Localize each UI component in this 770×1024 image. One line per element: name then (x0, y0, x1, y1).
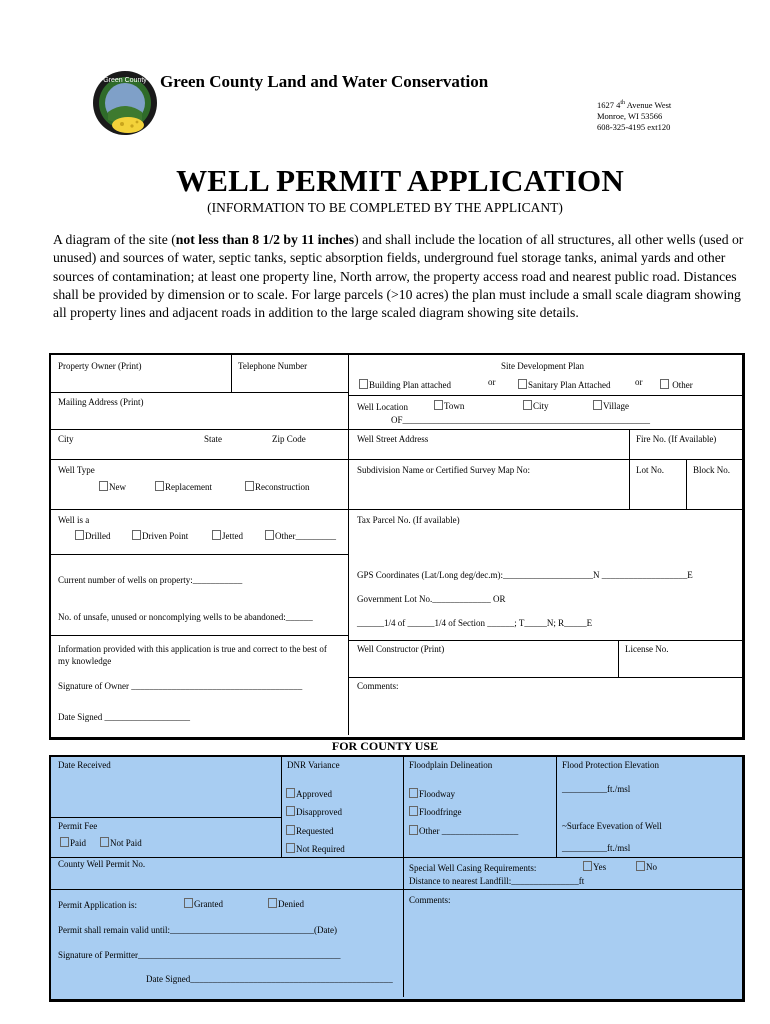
replacement-checkbox[interactable]: Replacement (155, 481, 212, 492)
county-seal-logo (92, 70, 158, 136)
checkbox-icon (184, 898, 193, 908)
current-wells-field[interactable]: Current number of wells on property:___________ (58, 575, 243, 585)
yes-checkbox[interactable]: Yes (583, 861, 606, 872)
sanitary-plan-checkbox[interactable]: Sanitary Plan Attached (518, 379, 610, 390)
permitter-signature-field[interactable]: Signature of Permitter_____________________________________________ (58, 950, 341, 960)
checkbox-icon (212, 530, 221, 540)
checkbox-icon (75, 530, 84, 540)
tax-parcel-field[interactable]: Tax Parcel No. (If available) (357, 515, 460, 525)
checkbox-icon (245, 481, 254, 491)
checkbox-icon (583, 861, 592, 871)
site-dev-plan-label: Site Development Plan (501, 361, 584, 371)
checkbox-icon (155, 481, 164, 491)
disapproved-checkbox[interactable]: Disapproved (286, 806, 342, 817)
checkbox-icon (286, 825, 295, 835)
or-label: or (488, 377, 496, 387)
floodfringe-checkbox[interactable]: Floodfringe (409, 806, 462, 817)
checkbox-icon (132, 530, 141, 540)
town-checkbox[interactable]: Town (434, 400, 464, 411)
city-checkbox[interactable]: City (523, 400, 549, 411)
floodplain-label: Floodplain Delineation (409, 760, 493, 770)
checkbox-icon (100, 837, 109, 847)
page-subtitle: (INFORMATION TO BE COMPLETED BY THE APPLICANT) (207, 200, 563, 215)
checkbox-icon (359, 379, 368, 389)
checkbox-icon (286, 788, 295, 798)
checkbox-icon (660, 379, 669, 389)
surface-elevation-label: ~Surface Evevation of Well (562, 821, 662, 831)
well-type-label: Well Type (58, 465, 95, 475)
requested-checkbox[interactable]: Requested (286, 825, 334, 836)
special-casing-label: Special Well Casing Requirements: (409, 863, 537, 873)
organization-address: 1627 4th Avenue West Monroe, WI 53566 608-325-4195 ext120 (597, 99, 672, 132)
of-field[interactable]: OF_______________________________________________________ (391, 415, 651, 425)
date-received-field[interactable]: Date Received (58, 760, 111, 770)
village-checkbox[interactable]: Village (593, 400, 629, 411)
landfill-distance-field[interactable]: Distance to nearest Landfill:_______________ft (409, 876, 585, 886)
flood-elevation-field[interactable]: __________ft./msl (562, 784, 631, 794)
paid-checkbox[interactable]: Paid (60, 837, 86, 848)
date-signed-field[interactable]: Date Signed ___________________ (58, 712, 190, 722)
checkbox-icon (523, 400, 532, 410)
or-label: or (635, 377, 643, 387)
well-street-field[interactable]: Well Street Address (357, 434, 429, 444)
surface-elevation-field[interactable]: __________ft./msl (562, 843, 631, 853)
lot-no-field[interactable]: Lot No. (636, 465, 664, 475)
dnr-variance-label: DNR Variance (287, 760, 340, 770)
svg-text:Green County: Green County (103, 77, 147, 84)
granted-checkbox[interactable]: Granted (184, 898, 223, 909)
drilled-checkbox[interactable]: Drilled (75, 530, 111, 541)
not-paid-checkbox[interactable]: Not Paid (100, 837, 142, 848)
valid-until-field[interactable]: Permit shall remain valid until:________________________________(Date) (58, 925, 337, 935)
other-well-checkbox[interactable]: Other_________ (265, 530, 336, 541)
floodway-checkbox[interactable]: Floodway (409, 788, 455, 799)
building-plan-checkbox[interactable]: Building Plan attached (359, 379, 451, 390)
gov-lot-field[interactable]: Government Lot No._____________ OR (357, 594, 506, 604)
checkbox-icon (268, 898, 277, 908)
checkbox-icon (60, 837, 69, 847)
county-use-section (49, 755, 745, 1002)
permit-fee-label: Permit Fee (58, 821, 98, 831)
organization-name: Green County Land and Water Conservation (160, 72, 489, 91)
checkbox-icon (286, 843, 295, 853)
comments-field[interactable]: Comments: (357, 681, 399, 691)
mailing-address-field[interactable]: Mailing Address (Print) (58, 397, 144, 407)
license-no-field[interactable]: License No. (625, 644, 669, 654)
subdivision-field[interactable]: Subdivision Name or Certified Survey Map No: (357, 465, 530, 475)
owner-signature-field[interactable]: Signature of Owner ______________________________________ (58, 681, 303, 691)
flood-elevation-label: Flood Protection Elevation (562, 760, 659, 770)
checkbox-icon (518, 379, 527, 389)
state-field[interactable]: State (204, 434, 222, 444)
approved-checkbox[interactable]: Approved (286, 788, 332, 799)
page-title: WELL PERMIT APPLICATION (176, 163, 624, 198)
property-owner-field[interactable]: Property Owner (Print) (58, 361, 142, 371)
checkbox-icon (286, 806, 295, 816)
zip-field[interactable]: Zip Code (272, 434, 306, 444)
county-use-heading: FOR COUNTY USE (331, 739, 439, 753)
not-required-checkbox[interactable]: Not Required (286, 843, 345, 854)
no-checkbox[interactable]: No (636, 861, 657, 872)
gps-field[interactable]: GPS Coordinates (Lat/Long deg/dec.m):____________________N ___________________E (357, 570, 693, 580)
checkbox-icon (434, 400, 443, 410)
county-date-signed-field[interactable]: Date Signed_____________________________________________ (146, 974, 393, 984)
permit-app-status-label: Permit Application is: (58, 900, 137, 910)
checkbox-icon (409, 788, 418, 798)
telephone-field[interactable]: Telephone Number (238, 361, 308, 371)
checkbox-icon (409, 825, 418, 835)
other-plan-checkbox[interactable]: Other (660, 379, 693, 390)
denied-checkbox[interactable]: Denied (268, 898, 304, 909)
well-location-label: Well Location (357, 402, 409, 412)
new-checkbox[interactable]: New (99, 481, 126, 492)
well-is-label: Well is a (58, 515, 90, 525)
checkbox-icon (593, 400, 602, 410)
jetted-checkbox[interactable]: Jetted (212, 530, 243, 541)
checkbox-icon (99, 481, 108, 491)
block-no-field[interactable]: Block No. (693, 465, 730, 475)
city-field[interactable]: City (58, 434, 74, 444)
reconstruction-checkbox[interactable]: Reconstruction (245, 481, 310, 492)
county-permit-no-field[interactable]: County Well Permit No. (58, 859, 146, 869)
checkbox-icon (636, 861, 645, 871)
checkbox-icon (409, 806, 418, 816)
applicant-section (49, 353, 745, 740)
well-constructor-field[interactable]: Well Constructor (Print) (357, 644, 445, 654)
certification-text: Information provided with this application is true and correct to the best of my knowledge (58, 644, 327, 666)
driven-point-checkbox[interactable]: Driven Point (132, 530, 188, 541)
county-comments-field[interactable]: Comments: (409, 895, 451, 905)
fire-no-field[interactable]: Fire No. (If Available) (636, 434, 717, 444)
instructions-paragraph: A diagram of the site (not less than 8 1/2 by 11 inches) and shall include the location of all structures, all other wells (used or unused) and sources of water, septic tanks, septic absorption fields, underground fuel storage tanks, animal yards and other sources of contamination; at least one property line, North arrow, the property access road and nearest public road. Distances shall be provided by dimension or to scale. For large parcels (>10 acres) the plan must include a small scale diagram showing all property lines and adjacent roads in addition to the large scaled diagram showing site details. (53, 232, 744, 321)
other-floodplain-checkbox[interactable]: Other _________________ (409, 825, 518, 836)
quarter-section-field[interactable]: ______1/4 of ______1/4 of Section ______; T_____N; R_____E (357, 618, 593, 628)
checkbox-icon (265, 530, 274, 540)
unsafe-wells-field[interactable]: No. of unsafe, unused or noncomplying wells to be abandoned:______ (58, 612, 313, 622)
